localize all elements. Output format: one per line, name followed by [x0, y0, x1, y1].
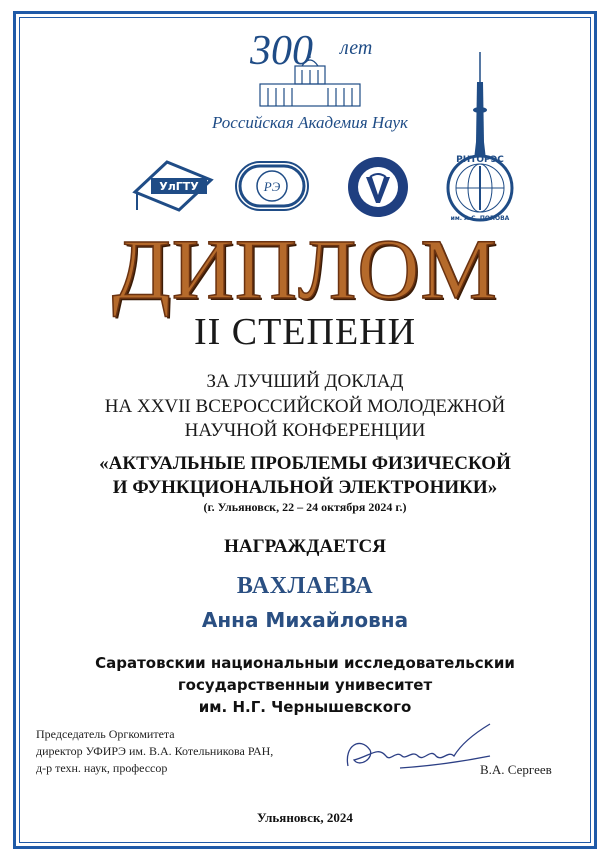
anniversary-word: лет: [340, 37, 373, 59]
recipient-surname: ВАХЛАЕВА: [236, 573, 374, 599]
diploma-degree: II СТЕПЕНИ: [193, 311, 417, 353]
signatory-title: [36, 726, 273, 777]
recipient-given-names: Анна Михайловна: [201, 608, 409, 632]
organization-line-3: им. Н.Г. Чернышевского: [198, 698, 412, 716]
footer-place-year: Ульяновск, 2024: [257, 810, 353, 825]
rntores-sublabel: им. А.С. ПОПОВА: [450, 215, 510, 222]
signatory-line-2: директор УФИРЭ им. В.А. Котельникова РАН,: [36, 744, 274, 758]
signatory-line-1: Председатель Оргкомитета: [36, 727, 175, 741]
conference-line-1: «АКТУАЛЬНЫЕ ПРОБЛЕМЫ ФИЗИЧЕСКОЙ: [99, 453, 511, 474]
awarded-heading: НАГРАЖДАЕТСЯ: [224, 536, 386, 557]
award-line-1: ЗА ЛУЧШИЙ ДОКЛАД: [206, 371, 404, 392]
ulgtu-label: УлГТУ: [159, 180, 199, 193]
diploma-title: ДИПЛОМ: [112, 221, 498, 317]
signatory-line-3: д-р техн. наук, профессор: [36, 761, 168, 775]
conference-city-date: (г. Ульяновск, 22 – 24 октября 2024 г.): [203, 500, 407, 514]
ulgtu-logo: [127, 152, 219, 216]
conference-name: [0, 452, 610, 500]
re-label: РЭ: [263, 179, 281, 194]
rntores-logo: [438, 150, 522, 222]
anniversary-number: 300: [250, 28, 313, 74]
re-logo: [234, 158, 310, 214]
conference-line-2: И ФУНКЦИОНАЛЬНОЙ ЭЛЕКТРОНИКИ»: [112, 477, 498, 498]
award-line-2: НА XXVII ВСЕРОССИЙСКОЙ МОЛОДЕЖНОЙ: [104, 396, 506, 417]
ras-300-logo: [190, 22, 430, 140]
university-seal-logo: [346, 155, 410, 219]
recipient-organization: [0, 652, 610, 718]
handwritten-signature: [340, 716, 500, 780]
organization-line-2: государственныи унивеситет: [177, 676, 433, 694]
award-line-3: НАУЧНОЙ КОНФЕРЕНЦИИ: [184, 420, 426, 441]
rntores-label: РНТОРЭС: [456, 155, 504, 165]
organization-line-1: Саратовскии национальныи исследовательскии: [95, 654, 515, 672]
signer-name: В.А. Сергеев: [480, 762, 552, 777]
academy-name: Российская Академия Наук: [212, 113, 408, 132]
